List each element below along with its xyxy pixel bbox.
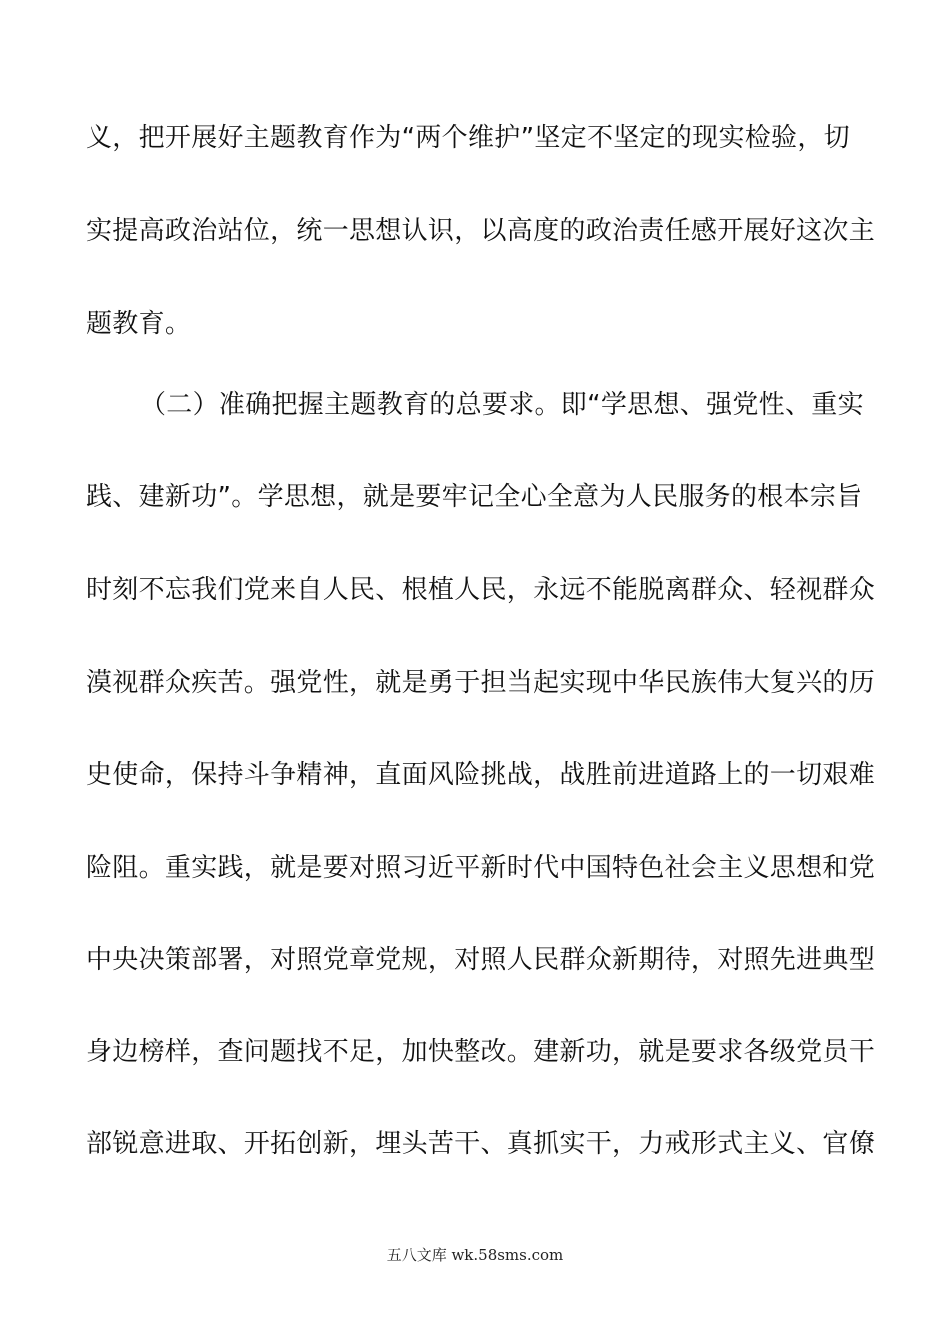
section-heading-line: （二）准确把握主题教育的总要求。即“学思想、强党性、重实 — [140, 390, 864, 420]
text-line: 践、建新功”。学思想，就是要牢记全心全意为人民服务的根本宗旨 — [86, 482, 863, 512]
text-line: 部锐意进取、开拓创新，埋头苦干、真抓实干，力戒形式主义、官僚 — [86, 1129, 876, 1159]
text-line: 身边榜样，查问题找不足，加快整改。建新功，就是要求各级党员干 — [86, 1037, 876, 1067]
text-line: 义，把开展好主题教育作为“两个维护”坚定不坚定的现实检验，切 — [86, 123, 850, 153]
footer-watermark: 五八文库 wk.58sms.com — [386, 1246, 564, 1264]
text-line: 漠视群众疾苦。强党性，就是勇于担当起实现中华民族伟大复兴的历 — [86, 668, 876, 698]
text-line: 险阻。重实践，就是要对照习近平新时代中国特色社会主义思想和党 — [86, 853, 876, 883]
text-line: 中央决策部署，对照党章党规，对照人民群众新期待，对照先进典型 — [86, 945, 876, 975]
text-line: 时刻不忘我们党来自人民、根植人民，永远不能脱离群众、轻视群众 — [86, 575, 876, 605]
text-line: 实提高政治站位，统一思想认识，以高度的政治责任感开展好这次主 — [86, 216, 876, 246]
text-line: 题教育。 — [86, 309, 192, 339]
text-line: 史使命，保持斗争精神，直面风险挑战，战胜前进道路上的一切艰难 — [86, 760, 876, 790]
